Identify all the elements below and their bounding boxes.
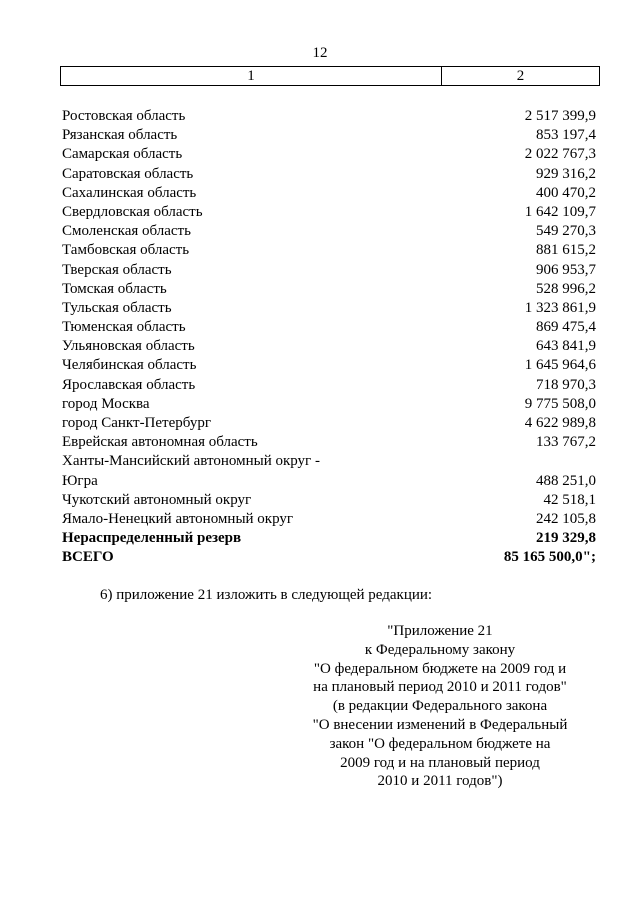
region-name: Тамбовская область (62, 242, 190, 259)
region-value: 4 622 989,8 (524, 415, 596, 431)
region-name: Ульяновская область (62, 338, 195, 355)
total-suffix: "; (582, 549, 596, 566)
table-row (62, 395, 596, 414)
table-row (62, 510, 596, 529)
table-row (62, 491, 596, 510)
region-name: Тюменская область (62, 319, 186, 336)
instruction-text: 6) приложение 21 изложить в следующей редакции: (100, 587, 433, 603)
appendix-line: "Приложение 21 (387, 623, 493, 639)
appendix-header (280, 622, 600, 791)
region-name: Ханты-Мансийский автономный округ - (62, 453, 320, 470)
region-name: город Санкт-Петербург (62, 415, 211, 431)
total-label: ВСЕГО (62, 549, 114, 566)
table-header-col1: 1 (61, 67, 442, 85)
region-name: Самарская область (62, 146, 183, 163)
region-name: Ямало-Ненецкий автономный округ (62, 510, 294, 527)
table-row (62, 184, 596, 203)
region-name: Челябинская область (62, 357, 197, 374)
region-value: 1 645 964,6 (524, 357, 596, 374)
appendix-line: "О внесении изменений в Федеральный (312, 716, 568, 733)
region-value: 643 841,9 (536, 338, 596, 355)
region-value: 9 775 508,0 (524, 395, 596, 412)
region-name: Томская область (62, 280, 167, 297)
table-row (62, 203, 596, 222)
reserve-value: 219 329,8 (536, 530, 596, 547)
table-row (62, 433, 596, 452)
table-row (62, 261, 596, 280)
total-value: 85 165 500,0 (503, 549, 583, 566)
region-value: 2 517 399,9 (524, 108, 596, 124)
region-value: 549 270,3 (536, 223, 596, 240)
table-row (62, 107, 596, 126)
table-row (62, 356, 596, 375)
table-row (62, 145, 596, 164)
region-name: Югра (62, 472, 98, 489)
region-value: 853 197,4 (536, 127, 596, 144)
budget-table (62, 107, 596, 568)
region-value: 242 105,8 (536, 510, 596, 527)
table-row (62, 318, 596, 337)
region-name: город Москва (62, 395, 150, 412)
region-name: Тульская область (62, 299, 172, 316)
region-value: 1 642 109,7 (524, 203, 596, 220)
reserve-row (62, 529, 596, 548)
region-value: 400 470,2 (536, 184, 596, 201)
table-row (62, 126, 596, 145)
appendix-line: закон "О федеральном бюджете на (329, 735, 551, 752)
table-row (62, 376, 596, 395)
table-row (62, 241, 596, 260)
table-row (62, 280, 596, 299)
appendix-line: 2009 год и на плановый период (340, 754, 540, 771)
appendix-line: к Федеральному закону (364, 641, 516, 658)
table-row (62, 222, 596, 241)
table-row (62, 414, 596, 433)
table-row (62, 299, 596, 318)
table-header-col2: 2 (516, 68, 525, 84)
appendix-line: (в редакции Федерального закона (332, 698, 548, 715)
region-name: Ростовская область (62, 108, 186, 124)
appendix-line: "О федеральном бюджете на 2009 год и (313, 660, 567, 677)
region-value: 881 615,2 (536, 242, 596, 259)
table-row (62, 337, 596, 356)
table-header (60, 66, 600, 86)
region-value: 42 518,1 (543, 491, 596, 508)
region-value: 869 475,4 (536, 319, 596, 336)
region-name: Свердловская область (62, 203, 203, 220)
region-value: 528 996,2 (536, 280, 596, 297)
table-row (62, 472, 596, 491)
region-value: 718 970,3 (536, 376, 596, 393)
region-value: 133 767,2 (536, 434, 596, 451)
total-value-wrap (456, 548, 596, 567)
region-name: Рязанская область (62, 127, 178, 144)
page-number: 12 (312, 45, 328, 61)
table-row (62, 165, 596, 184)
region-name: Смоленская область (62, 223, 191, 240)
region-value: 488 251,0 (536, 472, 596, 489)
appendix-line: 2010 и 2011 годов") (377, 773, 503, 790)
region-name: Сахалинская область (62, 184, 197, 201)
appendix-line: на плановый период 2010 и 2011 годов" (313, 679, 567, 696)
region-value: 2 022 767,3 (524, 146, 596, 163)
region-name: Еврейская автономная область (62, 434, 258, 451)
region-value (456, 452, 596, 471)
region-value: 906 953,7 (536, 261, 596, 278)
region-value: 1 323 861,9 (524, 299, 596, 316)
region-name: Чукотский автономный округ (62, 491, 252, 508)
region-name: Тверская область (62, 261, 172, 278)
total-row (62, 548, 596, 567)
reserve-label: Нераспределенный резерв (62, 530, 242, 547)
region-name: Саратовская область (62, 165, 194, 182)
region-value: 929 316,2 (536, 165, 596, 182)
table-row (62, 452, 596, 471)
region-name: Ярославская область (62, 376, 196, 393)
